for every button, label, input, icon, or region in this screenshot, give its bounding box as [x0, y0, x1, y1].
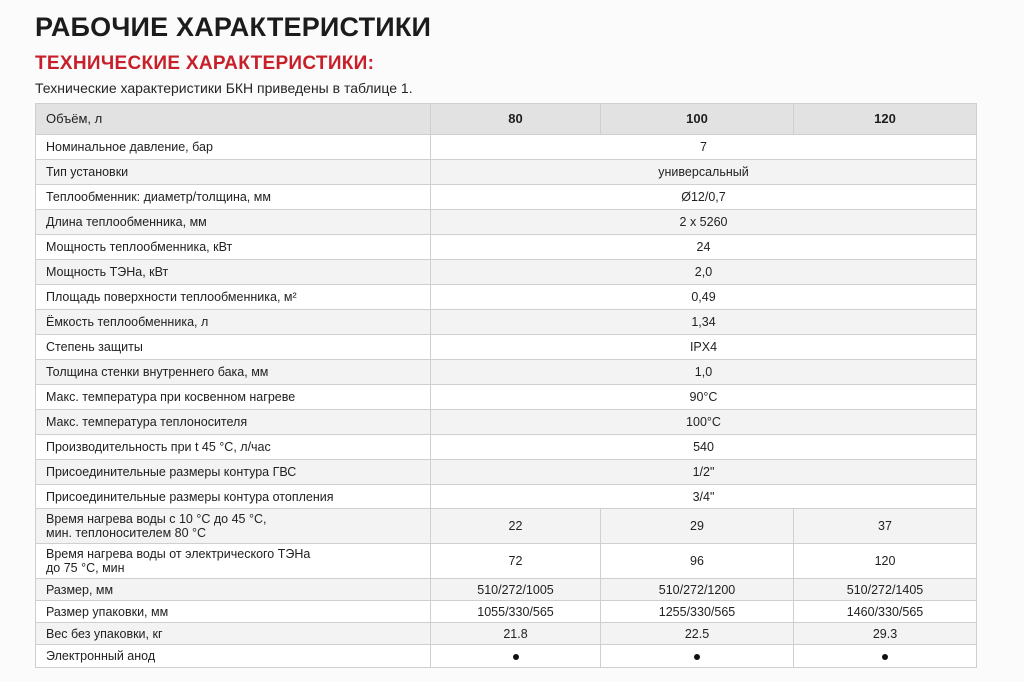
row-label: Номинальное давление, бар [36, 135, 431, 160]
row-label: Тип установки [36, 160, 431, 185]
row-value: 96 [601, 544, 794, 579]
volume-header-label: Объём, л [36, 104, 431, 135]
table-row [36, 579, 977, 601]
table-row [36, 385, 977, 410]
table-row [36, 645, 977, 668]
row-value: 90°C [431, 385, 977, 410]
row-label: Время нагрева воды от электрического ТЭНа до 75 °C, мин [36, 544, 431, 579]
table-row [36, 210, 977, 235]
table-row [36, 335, 977, 360]
filled-dot-icon [882, 654, 888, 660]
row-label: Макс. температура теплоносителя [36, 410, 431, 435]
row-label: Теплообменник: диаметр/толщина, мм [36, 185, 431, 210]
row-value: универсальный [431, 160, 977, 185]
row-label: Присоединительные размеры контура отопления [36, 485, 431, 509]
row-value: 510/272/1005 [431, 579, 601, 601]
row-value: 2,0 [431, 260, 977, 285]
section-title: ТЕХНИЧЕСКИЕ ХАРАКТЕРИСТИКИ: [35, 53, 375, 74]
table-row [36, 310, 977, 335]
table-row [36, 135, 977, 160]
row-value: 21.8 [431, 623, 601, 645]
row-value: 510/272/1200 [601, 579, 794, 601]
intro-text: Технические характеристики БКН приведены в таблице 1. [35, 80, 413, 96]
row-label: Степень защиты [36, 335, 431, 360]
row-value [601, 645, 794, 668]
row-value: 22.5 [601, 623, 794, 645]
row-value: 1255/330/565 [601, 601, 794, 623]
row-value: 540 [431, 435, 977, 460]
table-row [36, 460, 977, 485]
row-value: 29.3 [794, 623, 977, 645]
table-row [36, 509, 977, 544]
table-row [36, 360, 977, 385]
specs-table [35, 103, 977, 668]
table-row [36, 485, 977, 509]
volume-120-header: 120 [794, 104, 977, 135]
row-label: Мощность ТЭНа, кВт [36, 260, 431, 285]
row-value: 2 x 5260 [431, 210, 977, 235]
table-row [36, 285, 977, 310]
row-label: Площадь поверхности теплообменника, м² [36, 285, 431, 310]
row-label: Размер, мм [36, 579, 431, 601]
row-value: 22 [431, 509, 601, 544]
table-header-row [36, 104, 977, 135]
row-value: 24 [431, 235, 977, 260]
row-label: Мощность теплообменника, кВт [36, 235, 431, 260]
page-title: РАБОЧИЕ ХАРАКТЕРИСТИКИ [35, 12, 432, 42]
row-label: Присоединительные размеры контура ГВС [36, 460, 431, 485]
row-label: Макс. температура при косвенном нагреве [36, 385, 431, 410]
table-row [36, 260, 977, 285]
row-label: Толщина стенки внутреннего бака, мм [36, 360, 431, 385]
row-value [794, 645, 977, 668]
row-value: 510/272/1405 [794, 579, 977, 601]
row-label: Вес без упаковки, кг [36, 623, 431, 645]
table-row [36, 410, 977, 435]
row-value: 1460/330/565 [794, 601, 977, 623]
row-value: 72 [431, 544, 601, 579]
table-row [36, 185, 977, 210]
filled-dot-icon [513, 654, 519, 660]
row-value: 1055/330/565 [431, 601, 601, 623]
filled-dot-icon [694, 654, 700, 660]
row-value: 37 [794, 509, 977, 544]
row-value: 0,49 [431, 285, 977, 310]
row-label: Время нагрева воды с 10 °C до 45 °C, мин. теплоносителем 80 °C [36, 509, 431, 544]
row-label: Размер упаковки, мм [36, 601, 431, 623]
volume-80-header: 80 [431, 104, 601, 135]
row-value: 1,0 [431, 360, 977, 385]
row-value: 120 [794, 544, 977, 579]
row-label: Ёмкость теплообменника, л [36, 310, 431, 335]
table-row [36, 544, 977, 579]
row-value: 3/4" [431, 485, 977, 509]
row-value: 1,34 [431, 310, 977, 335]
table-row [36, 601, 977, 623]
row-value: IPX4 [431, 335, 977, 360]
row-label: Длина теплообменника, мм [36, 210, 431, 235]
row-value: 1/2" [431, 460, 977, 485]
table-row [36, 623, 977, 645]
table-row [36, 160, 977, 185]
row-value: 100°C [431, 410, 977, 435]
table-row [36, 235, 977, 260]
row-value: 29 [601, 509, 794, 544]
row-value: Ø12/0,7 [431, 185, 977, 210]
row-label: Производительность при t 45 °C, л/час [36, 435, 431, 460]
row-label: Электронный анод [36, 645, 431, 668]
table-row [36, 435, 977, 460]
volume-100-header: 100 [601, 104, 794, 135]
row-value [431, 645, 601, 668]
row-value: 7 [431, 135, 977, 160]
